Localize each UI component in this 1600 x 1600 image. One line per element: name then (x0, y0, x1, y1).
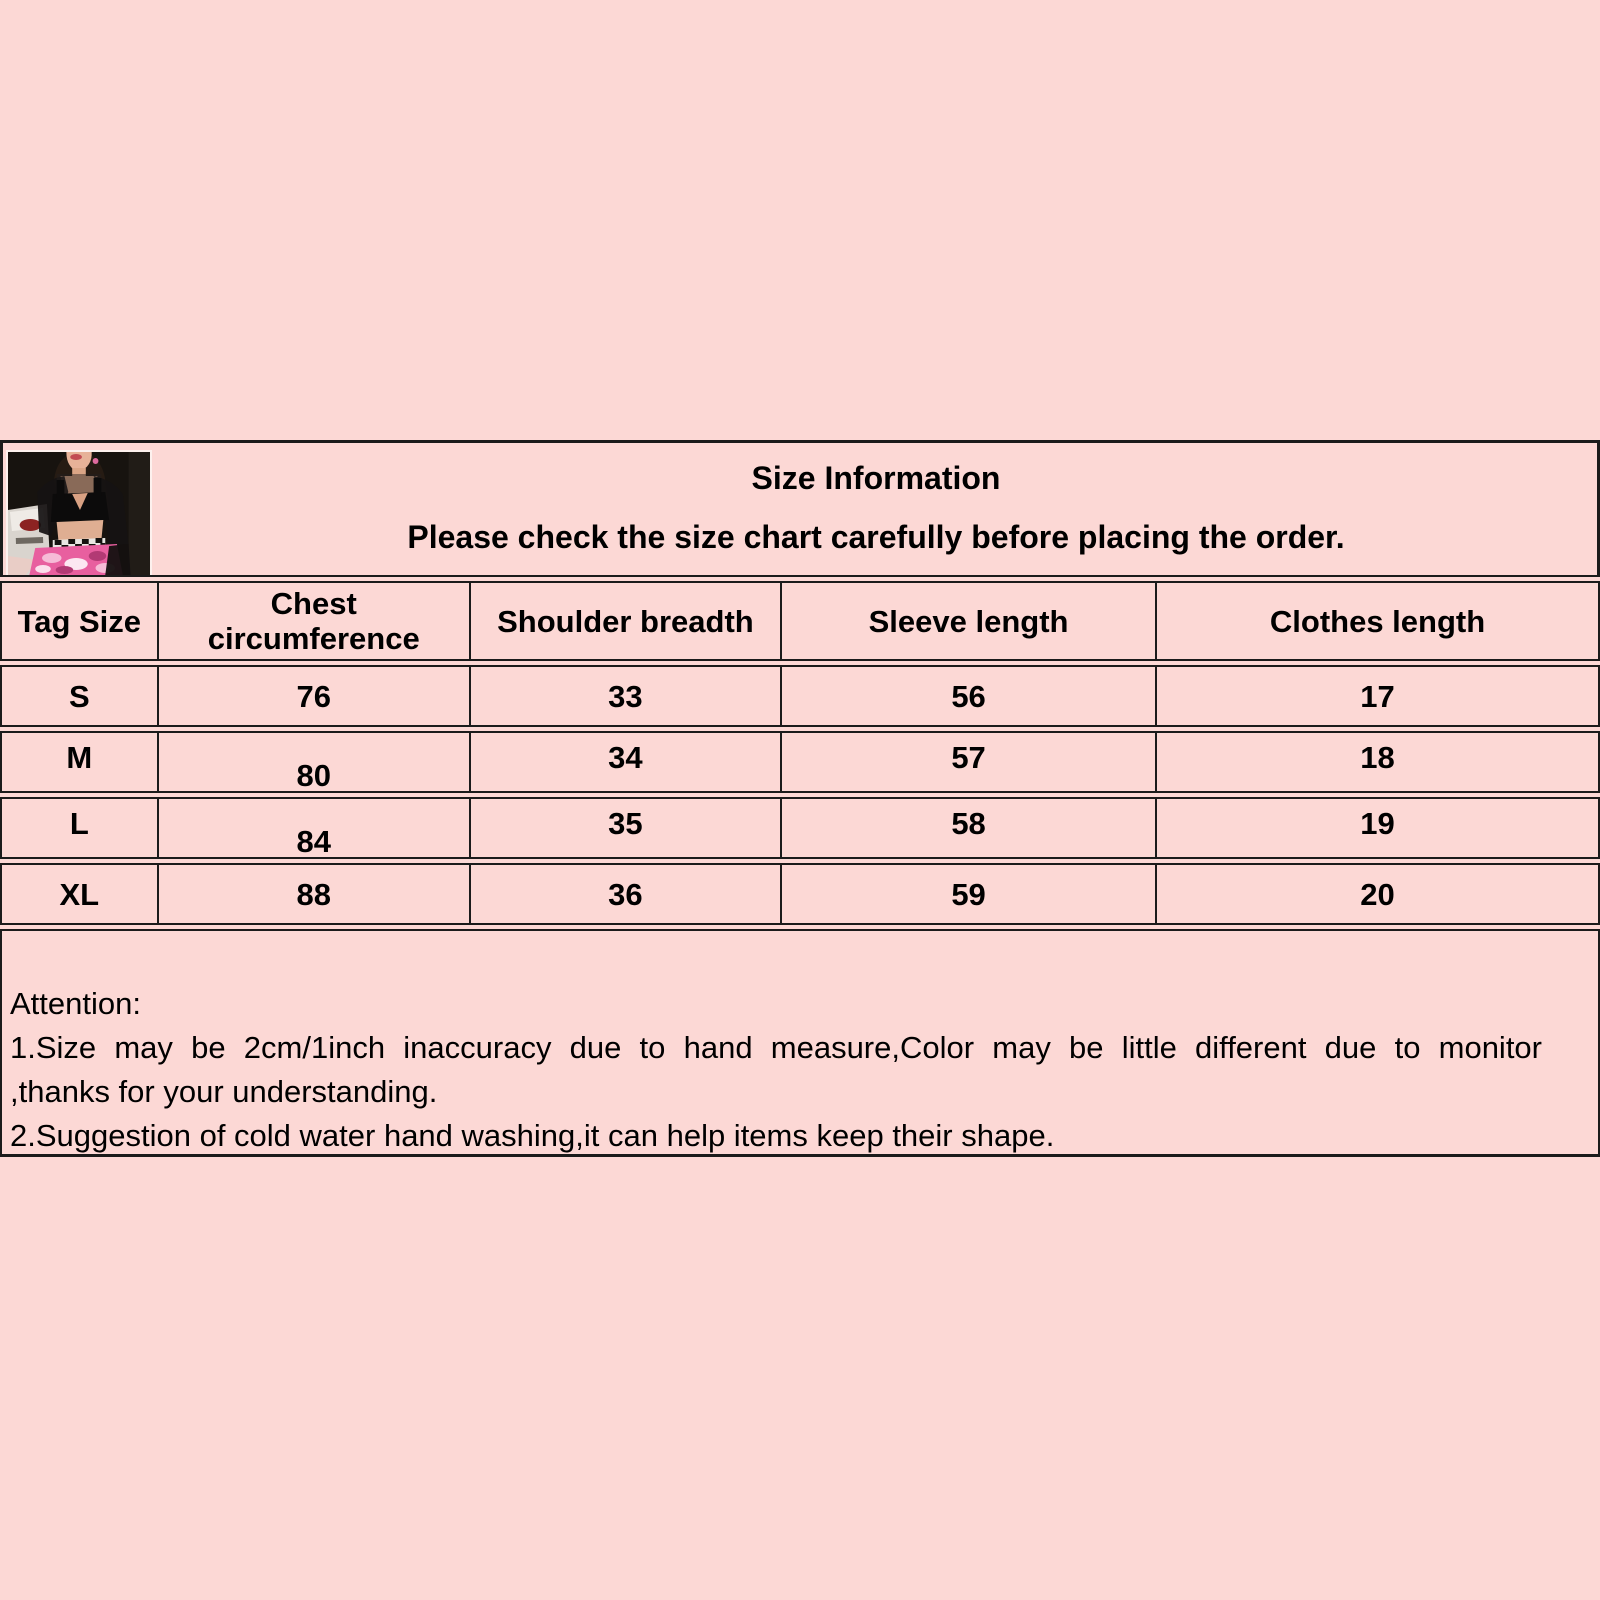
cell-shoulder-breadth: 35 (469, 799, 780, 857)
cell-clothes-length: 17 (1155, 667, 1598, 725)
attention-section (0, 929, 1600, 1157)
col-header-chest-circumference: Chest circumference (157, 583, 469, 659)
cell-shoulder-breadth: 34 (469, 733, 780, 791)
cell-clothes-length: 19 (1155, 799, 1598, 857)
cell-chest-circumference: 84 (157, 799, 469, 857)
title-section (0, 440, 1600, 577)
col-header-shoulder-breadth: Shoulder breadth (469, 583, 780, 659)
cell-chest-circumference: 76 (157, 667, 469, 725)
table-row-s (0, 665, 1600, 727)
cell-chest-circumference: 88 (157, 865, 469, 923)
attention-note1-line2: ,thanks for your understanding. (10, 1074, 438, 1109)
title-text-area (155, 443, 1597, 575)
attention-note2: 2.Suggestion of cold water hand washing,it can help items keep their shape. (10, 1118, 1055, 1153)
table-header-row (0, 581, 1600, 661)
attention-heading: Attention: (10, 986, 141, 1021)
col-header-clothes-length: Clothes length (1155, 583, 1598, 659)
size-chart-sheet (0, 440, 1600, 1157)
page-title: Size Information (751, 460, 1001, 496)
cell-clothes-length: 18 (1155, 733, 1598, 791)
cell-tag-size: L (69, 805, 89, 841)
cell-tag-size: M (66, 739, 93, 775)
table-row-xl (0, 863, 1600, 925)
product-photo-frame (3, 443, 155, 575)
cell-clothes-length: 20 (1155, 865, 1598, 923)
cell-tag-size: S (68, 678, 90, 714)
col-header-tag-size: Tag Size (17, 603, 142, 639)
page-subtitle: Please check the size chart carefully before placing the order. (407, 519, 1345, 555)
table-row-m (0, 731, 1600, 793)
cell-sleeve-length: 59 (780, 865, 1155, 923)
cell-shoulder-breadth: 33 (469, 667, 780, 725)
cell-shoulder-breadth: 36 (469, 865, 780, 923)
cell-sleeve-length: 57 (780, 733, 1155, 791)
table-row-l (0, 797, 1600, 859)
cell-tag-size: XL (59, 876, 100, 912)
cell-sleeve-length: 56 (780, 667, 1155, 725)
cell-chest-circumference: 80 (157, 733, 469, 791)
attention-note1-line1: 1.Size may be 2cm/1inch inaccuracy due to hand measure,Color may be little different due to monitor (10, 1030, 1542, 1065)
col-header-sleeve-length: Sleeve length (780, 583, 1155, 659)
cell-sleeve-length: 58 (780, 799, 1155, 857)
product-photo (6, 450, 152, 575)
